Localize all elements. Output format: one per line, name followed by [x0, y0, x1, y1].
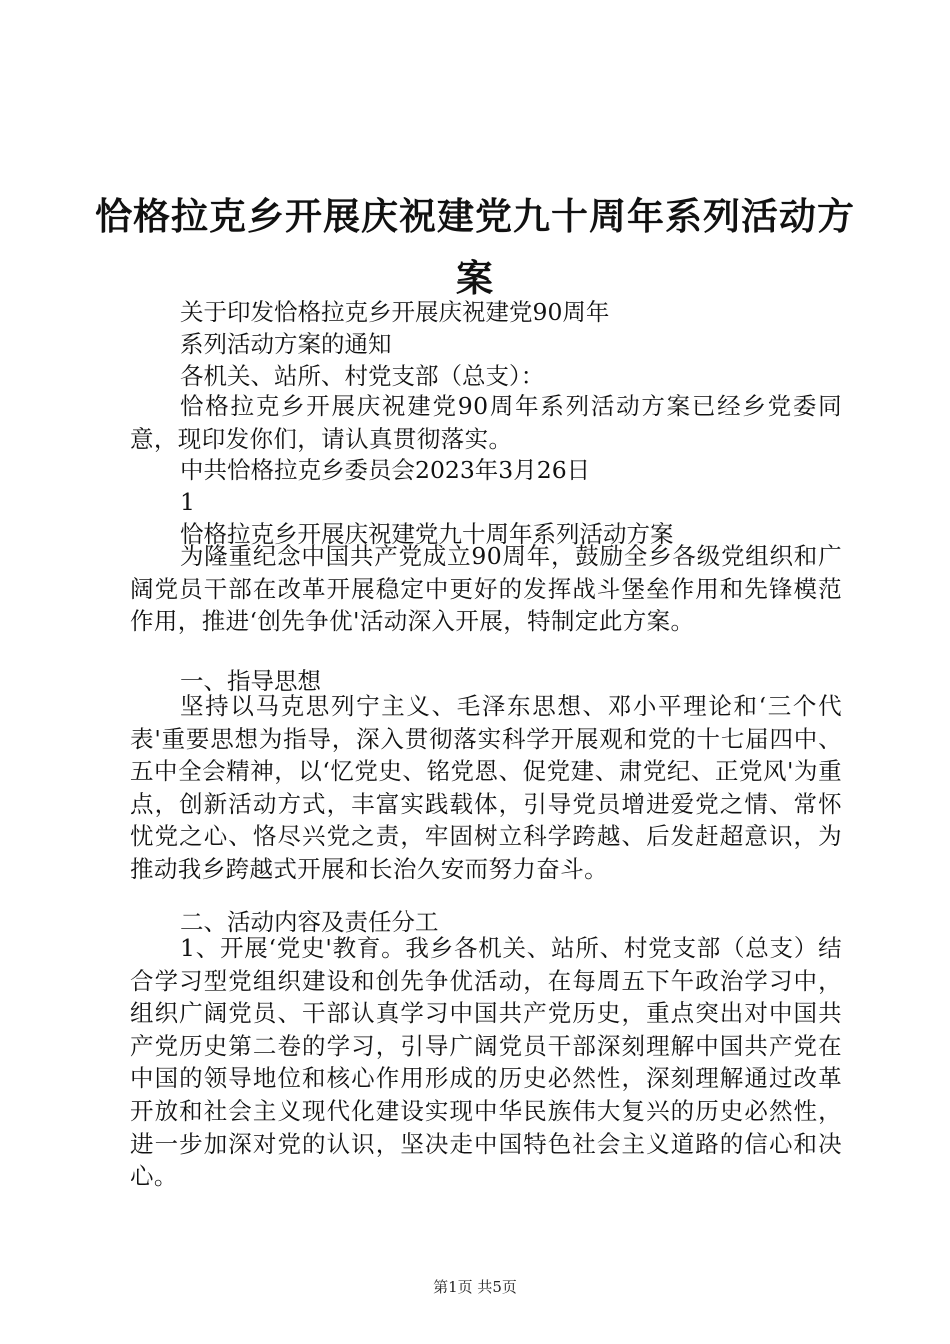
- document-title-line-2: 案: [456, 257, 494, 300]
- notice-title-line-1: 关于印发恰格拉克乡开展庆祝建党90周年: [180, 298, 610, 326]
- plan-title: 恰格拉克乡开展庆祝建党九十周年系列活动方案: [180, 520, 674, 548]
- section-1-body: 坚持以马克思列宁主义、毛泽东思想、邓小平理论和‘三个代表'重要思想为指导，深入贯彻落实科学开展观和党的十七届四中、五中全会精神，以‘忆党史、铭党恩、促党建、肃党纪、正党风'为重点，创新活动方式，丰富实践载体，引导党员增进爱党之情、常怀忧党之心、恪尽兴党之责，牢固树立科学跨越、后发赶超意识，为推动我乡跨越式开展和长治久安而努力奋斗。: [130, 692, 842, 883]
- signature-date: 中共恰格拉克乡委员会2023年3月26日: [180, 456, 591, 484]
- section-2-item-1: 1、开展‘党史'教育。我乡各机关、站所、村党支部（总支）结合学习型党组织建设和创先争优活动，在每周五下午政治学习中，组织广阔党员、干部认真学习中国共产党历史，重点突出对中国共产党历史第二卷的学习，引导广阔党员干部深刻理解中国共产党在中国的领导地位和核心作用形成的历史必然性，深刻理解通过改革开放和社会主义现代化建设实现中华民族伟大复兴的历史必然性，进一步加深对党的认识，坚决走中国特色社会主义道路的信心和决心。: [130, 934, 842, 1191]
- section-2-heading: 二、活动内容及责任分工: [180, 908, 439, 936]
- document-title-line-1: 恰格拉克乡开展庆祝建党九十周年系列活动方: [95, 195, 855, 238]
- attachment-number: 1: [180, 488, 195, 516]
- intro-paragraph: 为隆重纪念中国共产党成立90周年，鼓励全乡各级党组织和广阔党员干部在改革开展稳定中更好的发挥战斗堡垒作用和先锋模范作用，推进‘创先争优'活动深入开展，特制定此方案。: [130, 542, 842, 636]
- notice-body: 恰格拉克乡开展庆祝建党90周年系列活动方案已经乡党委同意，现印发你们，请认真贯彻落实。: [130, 392, 842, 453]
- section-1-heading: 一、指导思想: [180, 667, 321, 695]
- notice-title-line-2: 系列活动方案的通知: [180, 330, 392, 358]
- recipients: 各机关、站所、村党支部（总支）：: [180, 362, 545, 390]
- page-indicator: 第1页 共5页: [433, 1278, 517, 1296]
